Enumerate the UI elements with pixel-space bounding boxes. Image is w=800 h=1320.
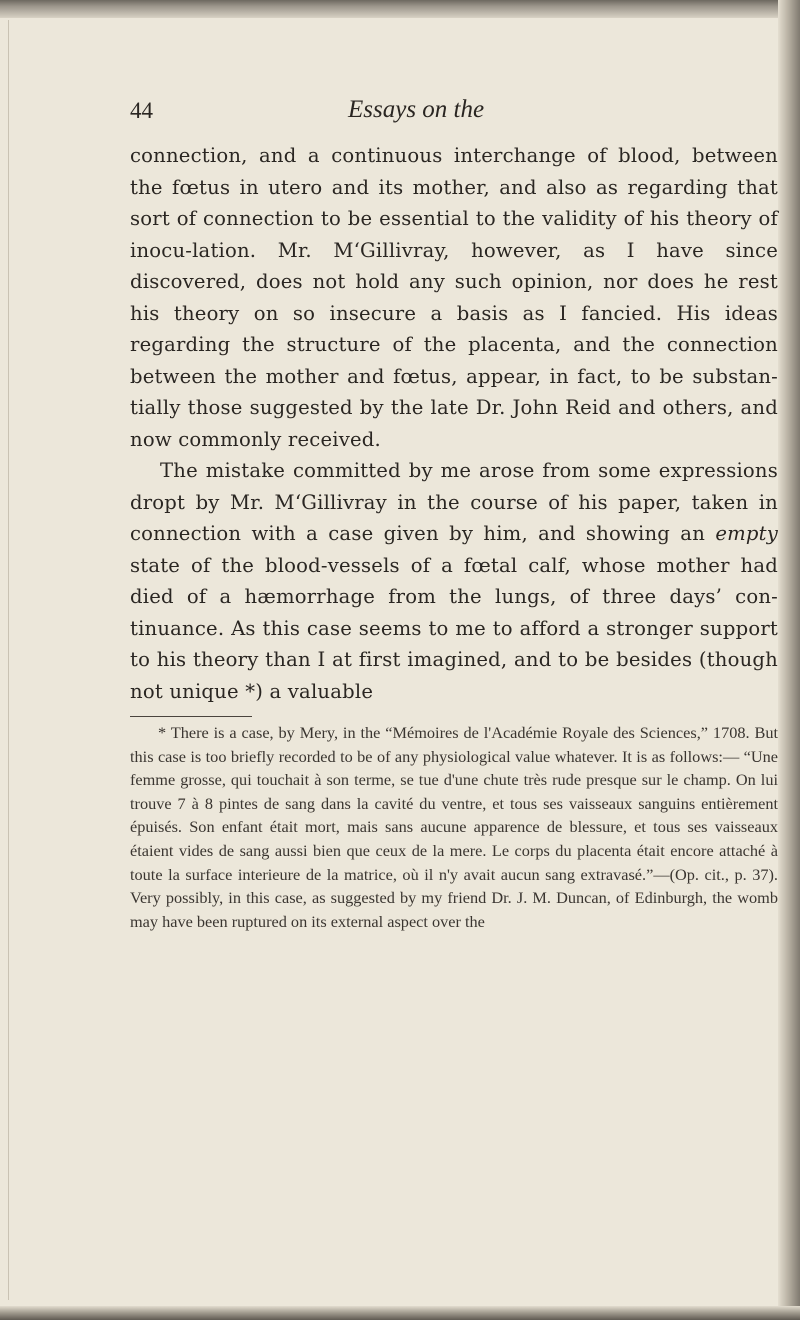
running-title: Essays on the xyxy=(348,96,485,123)
footnote: * There is a case, by Mery, in the “Mémoires de l'Académie Royale des Sciences,” 1708. But this case is too briefly recorded to be of any physiological value whatever. It is as follows:— “Une femme grosse, qui touchait à son terme, se tue d'une chute très rude presque sur le champ. On lui trouve 7 à 8 pintes de sang dans la cavité du ventre, et tous ses vaisseaux sanguins entièrement épuisés. Son enfant était mort, mais sans aucune apparence de blessure, et tous ses vaisseaux étaient vides de sang aussi bien que ceux de la mere. Le corps du placenta était encore attaché à toute la surface interieure de la matrice, où il n'y avait aucun sang extravasé.”—(Op. cit., p. 37). Very possibly, in this case, as suggested by my friend Dr. J. M. Duncan, of Edinburgh, the womb may have been ruptured on its external aspect over the xyxy=(130,723,778,931)
emphasis-text: empty xyxy=(715,522,778,545)
scan-right-edge xyxy=(778,0,800,1320)
paragraph-text: connection, and a continuous interchange of blood, between the fœtus in utero and its mother, and also as regarding that sort of connection to be essential to the validity of his theory of inocu-lation. Mr. M‘Gillivray, however, as I have since discovered, does not hold any such opinion, nor does he rest his theory on so insecure a basis as I fancied. His ideas regarding the structure of the placenta, and the connection between the mother and fœtus, appear, in fact, to be substan-tially those suggested by the late Dr. John Reid and others, and now commonly received. xyxy=(130,144,778,451)
book-page xyxy=(130,96,778,933)
paragraph-text: state of the blood-vessels of a fœtal calf, whose mother had died of a hæmorrhage from the lungs, of three days’ con-tinuance. As this case seems to me to afford a stronger support to his theory than I at first imagined, and to be besides (though not unique *) a valuable xyxy=(130,553,778,703)
paragraph-continuation xyxy=(130,140,778,455)
paragraph-text: The mistake committed by me arose from some expressions dropt by Mr. M‘Gillivray in the course of his paper, taken in connection with a case given by him, and showing an xyxy=(130,459,778,545)
footnotes xyxy=(130,721,778,933)
page-number: 44 xyxy=(130,98,153,123)
paragraph-mistake xyxy=(130,455,778,707)
scan-top-edge xyxy=(0,0,800,18)
body-text xyxy=(130,140,778,707)
binding-gutter xyxy=(8,20,9,1300)
running-head xyxy=(130,96,778,140)
footnote-rule xyxy=(130,716,252,717)
scan-bottom-edge xyxy=(0,1306,800,1320)
